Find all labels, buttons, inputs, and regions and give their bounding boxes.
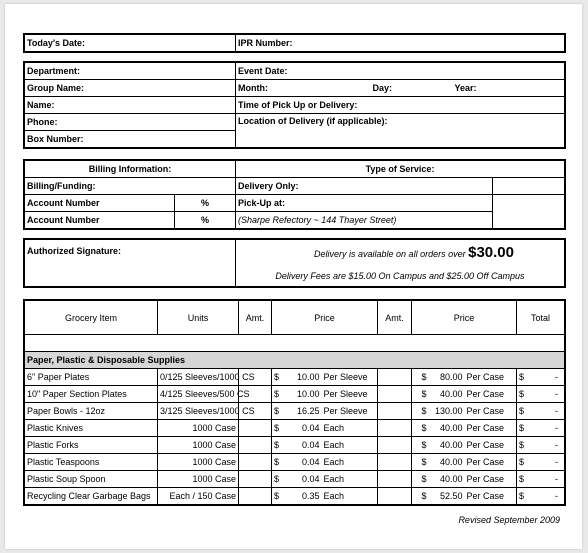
table-row [25,488,565,505]
currency-3: $ [517,403,531,420]
table-row [25,386,565,403]
currency-2: $ [420,454,428,471]
currency-2: $ [420,403,428,420]
item-units: 3/125 Sleeves/1000 CS [158,403,239,420]
price-1-value: 0.04 [287,420,322,437]
price-1-value: 0.04 [287,437,322,454]
delivery-only-label: Delivery Only: [236,178,493,195]
amt-2-input[interactable] [378,437,412,454]
spacer-cell [412,420,420,437]
currency-3: $ [517,437,531,454]
currency-1: $ [272,471,287,488]
amt-2-input[interactable] [378,369,412,386]
authorized-signature-field[interactable]: Authorized Signature: [25,240,236,287]
spacer-cell [412,471,420,488]
price-1-value: 16.25 [287,403,322,420]
amt-2-input[interactable] [378,488,412,505]
item-units: 0/125 Sleeves/1000 CS [158,369,239,386]
table-row [25,369,565,386]
currency-1: $ [272,420,287,437]
price-1-value: 10.00 [287,386,322,403]
amt-1-input[interactable] [239,454,272,471]
delivery-min-label: Delivery is available on all orders over [314,249,466,260]
currency-2: $ [420,488,428,505]
price-1-unit: Each [322,454,378,471]
amt-1-input[interactable] [239,437,272,454]
price-2-unit: Per Case [465,437,517,454]
type-of-service-header: Type of Service: [236,161,565,178]
item-name: Plastic Soup Spoon [25,471,158,488]
total-value: - [531,471,565,488]
currency-1: $ [272,403,287,420]
amt-1-input[interactable] [239,420,272,437]
col-total: Total [517,301,565,335]
amt-1-input[interactable] [239,488,272,505]
item-name: Plastic Forks [25,437,158,454]
total-value: - [531,420,565,437]
table-row [25,420,565,437]
currency-2: $ [420,471,428,488]
spacer-cell [412,369,420,386]
price-1-value: 0.04 [287,471,322,488]
contact-block [24,62,565,148]
name-field[interactable]: Name: [25,97,236,114]
order-rows [25,369,565,505]
spacer-cell [412,403,420,420]
item-name: Plastic Teaspoons [25,454,158,471]
amt-2-input[interactable] [378,420,412,437]
billing-block [24,160,565,229]
spacer-cell [412,386,420,403]
item-name: 10" Paper Section Plates [25,386,158,403]
price-2-unit: Per Case [465,386,517,403]
currency-2: $ [420,420,428,437]
item-units: 4/125 Sleeves/500 CS [158,386,239,403]
percent-1-field[interactable]: % [175,195,236,212]
amt-2-input[interactable] [378,471,412,488]
currency-1: $ [272,488,287,505]
price-2-unit: Per Case [465,488,517,505]
delivery-location-field[interactable]: Location of Delivery (if applicable): [236,114,565,148]
currency-3: $ [517,420,531,437]
spacer-cell [412,454,420,471]
event-date-label: Event Date: [236,63,565,80]
ipr-number-field[interactable]: IPR Number: [236,35,565,52]
month-field[interactable]: Month: [236,80,371,97]
item-name: Recycling Clear Garbage Bags [25,488,158,505]
item-units: 1000 Case [158,471,239,488]
total-value: - [531,488,565,505]
price-2-unit: Per Case [465,369,517,386]
price-1-unit: Per Sleeve [322,403,378,420]
pickup-delivery-time-field[interactable]: Time of Pick Up or Delivery: [236,97,565,114]
item-name: Paper Bowls - 12oz [25,403,158,420]
col-amt-1: Amt. [239,301,272,335]
currency-3: $ [517,488,531,505]
delivery-fees-text: Delivery Fees are $15.00 On Campus and $25.00 Off Campus [236,265,565,286]
spacer-row [25,335,565,352]
price-2-value: 40.00 [428,386,465,403]
account-number-1-field[interactable]: Account Number [25,195,175,212]
currency-1: $ [272,437,287,454]
price-2-unit: Per Case [465,420,517,437]
pickup-at-label: Pick-Up at: [236,195,493,212]
price-2-value: 80.00 [428,369,465,386]
col-amt-2: Amt. [378,301,412,335]
currency-1: $ [272,369,287,386]
price-2-unit: Per Case [465,454,517,471]
table-row [25,471,565,488]
table-row [25,454,565,471]
price-1-value: 0.04 [287,454,322,471]
account-number-2-field[interactable]: Account Number [25,212,175,229]
total-value: - [531,437,565,454]
year-field[interactable]: Year: [453,80,565,97]
amt-2-input[interactable] [378,386,412,403]
department-field[interactable]: Department: [25,63,236,80]
amt-2-input[interactable] [378,403,412,420]
price-2-value: 130.00 [428,403,465,420]
price-1-unit: Each [322,471,378,488]
delivery-minimum-text [236,240,565,266]
table-row [25,403,565,420]
price-1-unit: Per Sleeve [322,369,378,386]
price-1-unit: Each [322,488,378,505]
header-block [24,34,565,52]
currency-3: $ [517,454,531,471]
item-units: 1000 Case [158,454,239,471]
price-1-unit: Each [322,437,378,454]
spacer-cell [412,437,420,454]
delivery-min-amount: $30.00 [468,244,514,262]
section-header: Paper, Plastic & Disposable Supplies [25,352,565,369]
price-2-value: 40.00 [428,437,465,454]
currency-3: $ [517,471,531,488]
day-field[interactable]: Day: [371,80,453,97]
revised-date: Revised September 2009 [458,515,560,525]
price-1-value: 0.35 [287,488,322,505]
delivery-only-checkbox[interactable] [493,178,565,195]
item-units: 1000 Case [158,420,239,437]
total-value: - [531,454,565,471]
billing-funding-field[interactable]: Billing/Funding: [25,178,236,195]
col-price-2: Price [412,301,517,335]
amt-1-input[interactable] [239,471,272,488]
price-2-value: 40.00 [428,471,465,488]
price-2-value: 52.50 [428,488,465,505]
amt-2-input[interactable] [378,454,412,471]
authorization-block [24,239,565,287]
total-value: - [531,386,565,403]
group-name-field[interactable]: Group Name: [25,80,236,97]
item-name: 6" Paper Plates [25,369,158,386]
currency-2: $ [420,386,428,403]
currency-2: $ [420,369,428,386]
col-grocery-item: Grocery Item [25,301,158,335]
currency-3: $ [517,369,531,386]
col-price-1: Price [272,301,378,335]
price-2-value: 40.00 [428,420,465,437]
item-units: 1000 Case [158,437,239,454]
total-value: - [531,369,565,386]
order-table [24,300,565,505]
currency-1: $ [272,454,287,471]
pickup-checkbox[interactable] [493,195,565,229]
currency-1: $ [272,386,287,403]
billing-info-header: Billing Information: [25,161,236,178]
pickup-location-text: (Sharpe Refectory ~ 144 Thayer Street) [236,212,493,229]
price-2-unit: Per Case [465,403,517,420]
price-1-unit: Each [322,420,378,437]
col-units: Units [158,301,239,335]
todays-date-field[interactable]: Today's Date: [25,35,236,52]
currency-3: $ [517,386,531,403]
price-1-value: 10.00 [287,369,322,386]
price-1-unit: Per Sleeve [322,386,378,403]
item-name: Plastic Knives [25,420,158,437]
box-number-field[interactable]: Box Number: [25,131,236,148]
price-2-unit: Per Case [465,471,517,488]
phone-field[interactable]: Phone: [25,114,236,131]
currency-2: $ [420,437,428,454]
price-2-value: 40.00 [428,454,465,471]
item-units: Each / 150 Case [158,488,239,505]
percent-2-field[interactable]: % [175,212,236,229]
total-value: - [531,403,565,420]
spacer-cell [412,488,420,505]
table-row [25,437,565,454]
